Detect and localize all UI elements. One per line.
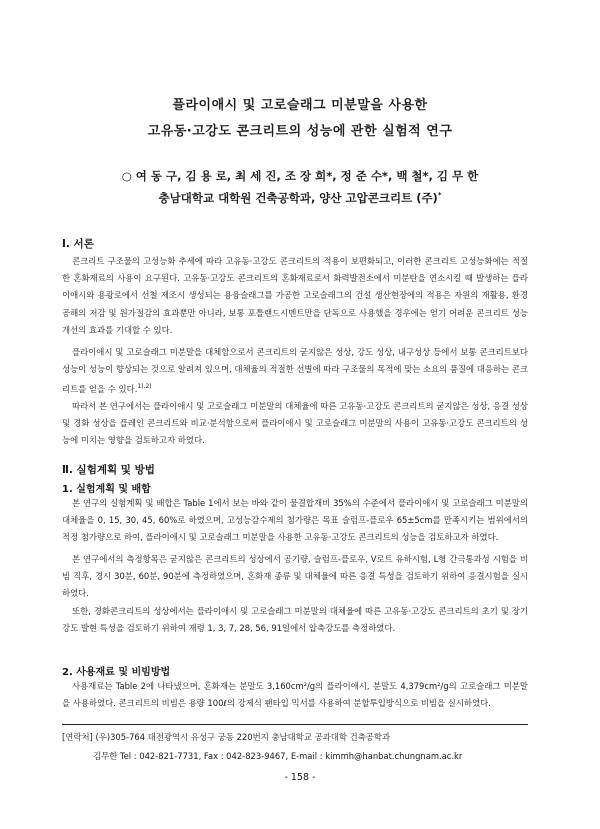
citation-ref: 1),2) <box>137 383 152 391</box>
section-heading-intro: Ⅰ. 서론 <box>62 238 94 250</box>
contact-address: [연락처] (우)305-764 대전광역시 유성구 궁동 220번지 충남대학교 공과대학 건축공학과 <box>62 732 391 742</box>
method-paragraph-4: 사용재료는 Table 2에 나타냈으며, 혼화재는 분말도 3,160cm²/g의 플라이애시, 분말도 4,379cm²/g의 고로슬래그 미분말을 사용하였다. 콘크리트의 비빔은 용량 100ℓ의 강제식 팬타입 믹서를 사용하여 분할투입방식으로 비빔을 실시하였다. <box>62 681 528 709</box>
author-affiliation <box>0 190 600 206</box>
footer-divider <box>62 724 528 725</box>
section-heading-method: Ⅱ. 실험계획 및 방법 <box>62 464 155 476</box>
affiliation-mark: * <box>437 191 442 200</box>
paper-title-line2: 고유동·고강도 콘크리트의 성능에 관한 실험적 연구 <box>147 124 453 139</box>
contact-person: 김무한 Tel : 042-821-7731, Fax : 042-823-9467, E-mail : kimmh@hanbat.chungnam.ac.kr <box>93 751 463 761</box>
subsection-heading-1: 1. 실험계획 및 배합 <box>62 484 151 495</box>
paper-title-line1: 플라이애시 및 고로슬래그 미분말을 사용한 <box>172 98 428 113</box>
intro-paragraph-3: 따라서 본 연구에서는 플라이애시 및 고로슬래그 미분말의 대체율에 따른 고유동·고강도 콘크리트의 굳지않은 성상, 응결 성상 및 경화 성상을 플레인 콘크리트와 비교·분석함으로써 플라이애시 및 고로슬래그 미분말의 사용이 고유동·고강도 콘크리트의 성능에 미치는 영향을 검토하고자 하였다. <box>62 401 528 446</box>
author-list: ○ 여 동 구, 김 용 로, 최 세 진, 조 장 희*, 정 준 수*, 백 철*, 김 무 한 <box>121 169 479 183</box>
method-paragraph-3: 또한, 경화콘크리트의 성상에서는 플라이애시 및 고로슬래그 미분말의 대체율에 따른 고유동·고강도 콘크리트의 초기 및 장기강도 발현 특성을 검토하기 위하여 재령 1, 3, 7, 28, 56, 91일에서 압축강도를 측정하였다. <box>62 606 528 634</box>
method-paragraph-2: 본 연구에서의 측정항목은 굳지않은 콘크리트의 성상에서 공기량, 슬럼프-플로우, V로트 유하시험, L형 간극통과성 시험을 비빔 직후, 경시 30분, 60분, 90분에 측정하였으며, 혼화재 종류 및 대체율에 따른 응결 특성을 검토하기 위하여 응결시험을 실시하였다. <box>62 554 528 599</box>
page-number: - 158 - <box>284 772 316 783</box>
intro-paragraph-2-text: 플라이애시 및 고로슬래그 미분말을 대체함으로서 콘크리트의 굳지않은 성상, 강도 성상, 내구성상 등에서 보통 콘크리트보다 성능이 성능이 향상되는 것으로 알려져 있으며, 대체율의 적절한 선별에 따라 구조물의 목적에 맞는 소요의 품질에 대응하는 콘크리트를 얻을 수 있다. <box>62 347 528 395</box>
affiliation-text: 충남대학교 대학원 건축공학과, 양산 고압콘크리트 (주) <box>158 191 438 205</box>
intro-paragraph-1: 콘크리트 구조물의 고성능화 추세에 따라 고유동·고강도 콘크리트의 적용이 보편화되고, 이러한 콘크리트 고성능화에는 적절한 혼화재료의 사용이 요구된다. 고유동·고강도 콘크리트의 혼화재료로서 화력발전소에서 미분탄을 연소시킬 때 발생하는 플라이애시와 용광로에서 선철 제조시 생성되는 용융슬래그를 가공한 고로슬래그의 건설 생산현장에의 적용은 자원의 재활용, 환경공해의 저감 및 원가절감의 효과뿐만 아니라, 보통 포틀랜드시멘트만을 단독으로 사용했을 경우에는 얻기 어려운 콘크리트 성능 개선의 효과를 기대할 수 있다. <box>62 256 528 335</box>
method-paragraph-1: 본 연구의 실험계획 및 배합은 Table 1에서 보는 바와 같이 물결합재비 35%의 수준에서 플라이애시 및 고로슬래그 미분말의 대체율을 0, 15, 30, 45, 60%로 하였으며, 고성능감수제의 첨가량은 목표 슬럼프-플로우 65±5cm를 만족시키는 범위에서의 적정 첨가량으로 하여, 플라이애시 및 고로슬래그 미분말을 사용한 고유동·고강도 콘크리트의 성능을 검토하고자 하였다. <box>62 498 528 543</box>
subsection-heading-2: 2. 사용재료 및 비빔방법 <box>62 667 171 678</box>
intro-paragraph-2 <box>62 344 528 398</box>
